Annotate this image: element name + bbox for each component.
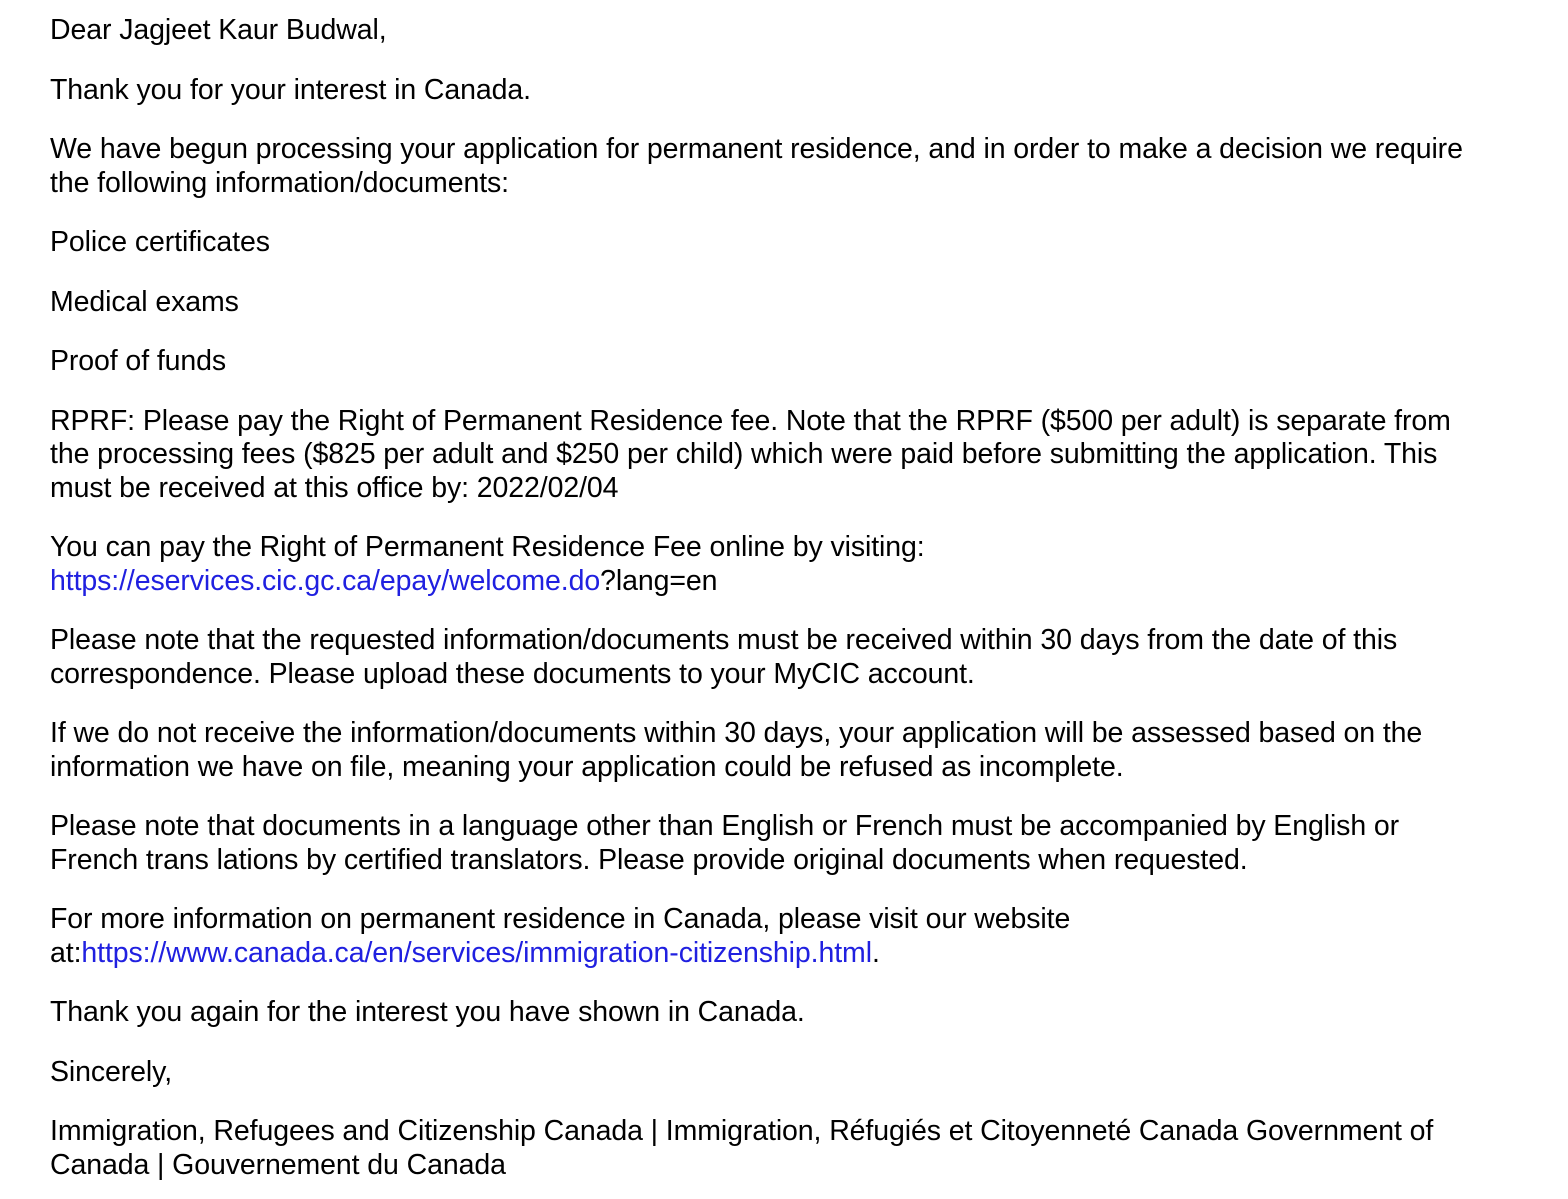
pay-online-query-text: ?lang=en [600, 564, 718, 597]
requirement-medical-exams: Medical exams [50, 285, 239, 318]
signature-block: Immigration, Refugees and Citizenship Canada | Immigration, Réfugiés et Citoyenneté Canada Government of Canada | Gouvernement du Canada [50, 1115, 1434, 1181]
paragraph-sincerely: Sincerely, [50, 1055, 173, 1088]
paragraph-translations: Please note that documents in a language other than English or French must be accompanied by English or French trans lations by certified translators. Please provide original documents when requested. [50, 810, 1400, 876]
more-info-suffix-text: . [871, 936, 880, 969]
paragraph-rprf-fee: RPRF: Please pay the Right of Permanent Residence fee. Note that the RPRF ($500 per adult) is separate from the processing fees ($825 per adult and $250 per child) which were paid before submitting the application. This must be received at this office by: 2022/02/04 [50, 404, 1451, 504]
paragraph-if-not-received: If we do not receive the information/documents within 30 days, your application will be assessed based on the information we have on file, meaning your application could be refused as incomplete. [50, 717, 1423, 783]
paragraph-thanks-again: Thank you again for the interest you have shown in Canada. [50, 996, 805, 1028]
more-info-prefix-text: For more information on permanent residence in Canada, please visit our website at: [50, 903, 1071, 969]
paragraph-more-information [50, 903, 1460, 970]
epay-link[interactable]: https://eservices.cic.gc.ca/epay/welcome.do [50, 564, 601, 597]
paragraph-30-day-notice: Please note that the requested information/documents must be received within 30 days from the date of this correspondence. Please upload these documents to your MyCIC account. [50, 624, 1398, 690]
canada-ca-link[interactable]: https://www.canada.ca/en/services/immigration-citizenship.html [81, 936, 872, 969]
paragraph-greeting: Dear Jagjeet Kaur Budwal, [50, 14, 387, 46]
paragraph-pay-online [50, 531, 1490, 598]
pay-online-prefix-text: You can pay the Right of Permanent Residence Fee online by visiting: [50, 531, 925, 563]
requirement-proof-of-funds: Proof of funds [50, 345, 227, 377]
requirement-police-certificates: Police certificates [50, 226, 270, 258]
paragraph-thanks-interest: Thank you for your interest in Canada. [50, 73, 531, 106]
paragraph-begun-processing: We have begun processing your application for permanent residence, and in order to make a decision we require the following information/documents: [50, 133, 1463, 199]
